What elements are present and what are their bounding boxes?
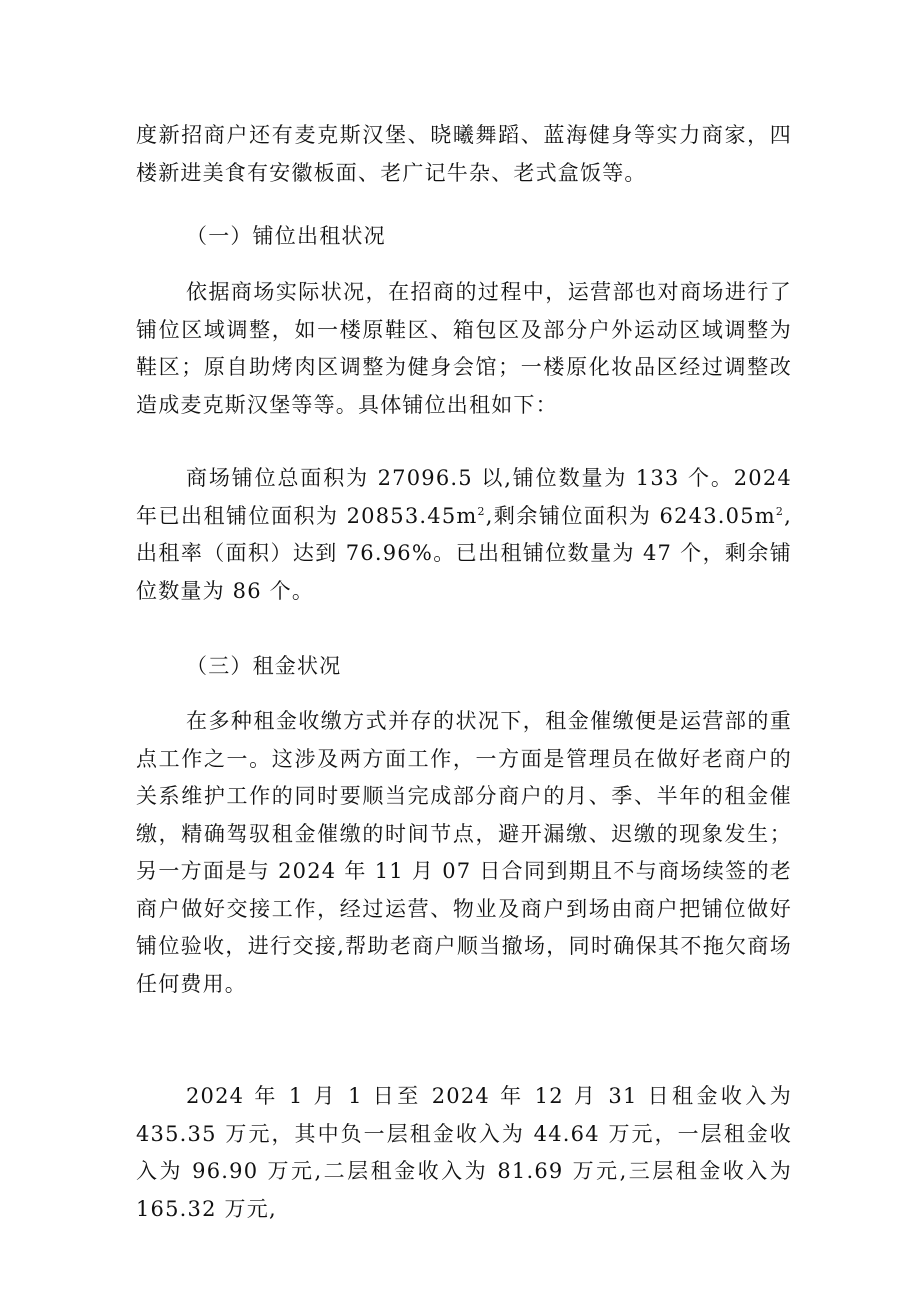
stats-text-part-3: ,出租率（面积）达到 76.96%。已出租铺位数量为 47 个，剩余铺位数量为 86 个。 bbox=[136, 503, 792, 603]
section-heading-rent-status: （三）租金状况 bbox=[186, 654, 342, 678]
stats-text-part-2: ,剩余铺位面积为 6243.05m bbox=[485, 503, 776, 528]
paragraph-rent-income: 2024 年 1 月 1 日至 2024 年 12 月 31 日租金收入为 435.35 万元，其中负一层租金收入为 44.64 万元，一层租金收入为 96.90 万元,二层租金收入为 81.69 万元,三层租金收入为 165.32 万元, bbox=[136, 1084, 792, 1221]
paragraph-rental-statistics bbox=[136, 460, 792, 610]
paragraph-intro: 度新招商户还有麦克斯汉堡、晓曦舞蹈、蓝海健身等实力商家，四楼新进美食有安徽板面、老广记牛杂、老式盒饭等。 bbox=[136, 123, 792, 185]
section-heading-shop-rental: （一）铺位出租状况 bbox=[186, 224, 386, 248]
paragraph-shop-adjustment: 依据商场实际状况，在招商的过程中，运营部也对商场进行了铺位区域调整，如一楼原鞋区、箱包区及部分户外运动区域调整为鞋区；原自助烤肉区调整为健身会馆；一楼原化妆品区经过调整改造成麦克斯汉堡等等。具体铺位出租如下： bbox=[136, 280, 792, 417]
paragraph-rent-collection: 在多种租金收缴方式并存的状况下，租金催缴便是运营部的重点工作之一。这涉及两方面工作，一方面是管理员在做好老商户的关系维护工作的同时要顺当完成部分商户的月、季、半年的租金催缴，精确驾驭租金催缴的时间节点，避开漏缴、迟缴的现象发生；另一方面是与 2024 年 11 月 07 日合同到期且不与商场续签的老商户做好交接工作，经过运营、物业及商户到场由商户把铺位做好铺位验收，进行交接,帮助老商户顺当撤场，同时确保其不拖欠商场任何费用。 bbox=[136, 709, 792, 996]
superscript-squared: 2 bbox=[477, 504, 486, 518]
superscript-squared: 2 bbox=[775, 504, 785, 518]
stats-text-part-1: 商场铺位总面积为 27096.5 以,铺位数量为 133 个。2024 年已出租铺位面积为 20853.45m bbox=[136, 466, 792, 528]
